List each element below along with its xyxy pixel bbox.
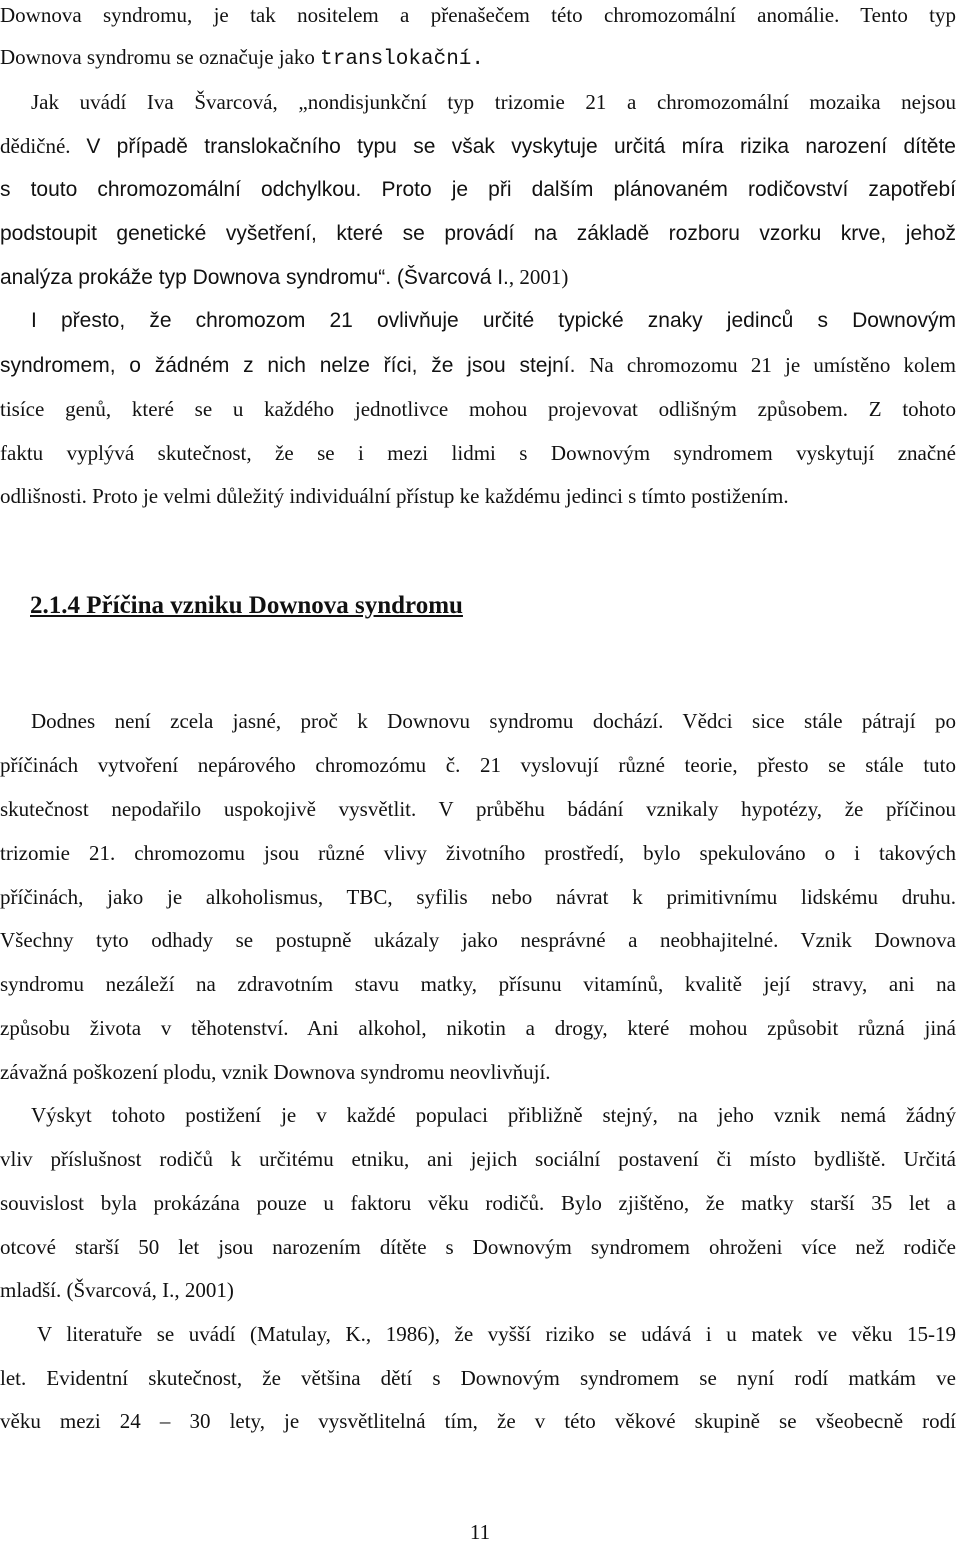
para4-line-3: souvislost byla prokázána pouze u faktoru věku rodičů. Bylo zjištěno, že matky starší 35 let a [0, 1191, 956, 1215]
para1-line-5-b: , 2001) [508, 265, 569, 289]
para1-line-5-a: analýza prokáže typ Downova syndromu“. (Švarcová I. [0, 266, 509, 289]
para3-line-5: příčinách, jako je alkoholismus, TBC, syfilis nebo návrat k primitivnímu lidskému druhu. [0, 885, 956, 909]
para3-line-6: Všechny tyto odhady se postupně ukázaly jako nesprávné a neobhajitelné. Vznik Downova [0, 928, 956, 952]
para3-line-9: závažná poškození plodu, vznik Downova syndromu neovlivňují. [0, 1060, 551, 1084]
para2-line-4: faktu vyplývá skutečnost, že se i mezi lidmi s Downovým syndromem vyskytují značné [0, 441, 956, 465]
para1-line-2-b: V případě translokačního typu se však vyskytuje určitá míra rizika narození dítěte [86, 135, 956, 158]
para3-line-2: příčinách vytvoření nepárového chromozómu č. 21 vyslovují různé teorie, přesto se stále tuto [0, 753, 956, 777]
para1-line-5 [0, 264, 956, 291]
para1-line-2-a: dědičné. [0, 134, 87, 158]
para4-line-5: mladší. (Švarcová, I., 2001) [0, 1278, 234, 1302]
para3-line-8: způsobu života v těhotenství. Ani alkohol, nikotin a drogy, které mohou způsobit různá jiná [0, 1016, 956, 1040]
para2-line-2-b: Na chromozomu 21 je umístěno kolem [589, 353, 956, 377]
para3-line-3: skutečnost nepodařilo uspokojivě vysvětlit. V průběhu bádání vznikaly hypotézy, že příčinou [0, 797, 956, 821]
intro-line-1: Downova syndromu, je tak nositelem a přenašečem této chromozomální anomálie. Tento typ [0, 3, 956, 27]
para1-line-3 [0, 177, 956, 203]
para5-line-2: let. Evidentní skutečnost, že většina dětí s Downovým syndromem se nyní rodí matkám ve [0, 1366, 956, 1390]
para2-line-5: odlišnosti. Proto je velmi důležitý individuální přístup ke každému jedinci s tímto postižením. [0, 484, 789, 508]
translocation-term: translokační. [320, 48, 484, 71]
para2-line-2 [0, 352, 956, 379]
para1-line-3-b: Proto je při dalším plánovaném rodičovství zapotřebí [381, 178, 956, 201]
para2-line-2-a: syndromem, o žádném z nich nelze říci, že jsou stejní. [0, 354, 590, 377]
para2-line-3: tisíce genů, které se u každého jednotlivce mohou projevovat odlišným způsobem. Z tohoto [0, 397, 956, 421]
para1-line-1: Jak uvádí Iva Švarcová, „nondisjunkční typ trizomie 21 a chromozomální mozaika nejsou [31, 90, 956, 114]
para1-line-3-a: s touto chromozomální odchylkou. [0, 178, 382, 201]
section-heading: 2.1.4 Příčina vzniku Downova syndromu [30, 592, 463, 619]
para4-line-4: otcové starší 50 let jsou narozením dítěte s Downovým syndromem ohroženi více než rodiče [0, 1235, 956, 1259]
para5-line-1: V literatuře se uvádí (Matulay, K., 1986), že vyšší riziko se udává i u matek ve věku 15-19 [37, 1322, 956, 1346]
para4-line-2: vliv příslušnost rodičů k určitému etniku, ani jejich sociální postavení či místo bydliště. Určitá [0, 1147, 956, 1171]
para4-line-1: Výskyt tohoto postižení je v každé populaci přibližně stejný, na jeho vznik nemá žádný [31, 1103, 956, 1127]
para1-line-2 [0, 133, 956, 160]
para3-line-7: syndromu nezáleží na zdravotním stavu matky, přísunu vitamínů, kvalitě její stravy, ani na [0, 972, 956, 996]
page-number: 11 [469, 1520, 491, 1544]
intro-line-2-text: Downova syndromu se označuje jako [0, 45, 321, 69]
para2-line-1: I přesto, že chromozom 21 ovlivňuje určité typické znaky jedinců s Downovým [31, 309, 956, 332]
para5-line-3: věku mezi 24 – 30 lety, je vysvětlitelná tím, že v této věkové skupině se všeobecně rodí [0, 1409, 956, 1433]
para1-line-4: podstoupit genetické vyšetření, které se provádí na základě rozboru vzorku krve, jehož [0, 222, 956, 245]
para3-line-4: trizomie 21. chromozomu jsou různé vlivy životního prostředí, bylo spekulováno o i takových [0, 841, 956, 865]
intro-line-2 [0, 44, 956, 73]
para3-line-1: Dodnes není zcela jasné, proč k Downovu syndromu dochází. Vědci sice stále pátrají po [31, 709, 956, 733]
